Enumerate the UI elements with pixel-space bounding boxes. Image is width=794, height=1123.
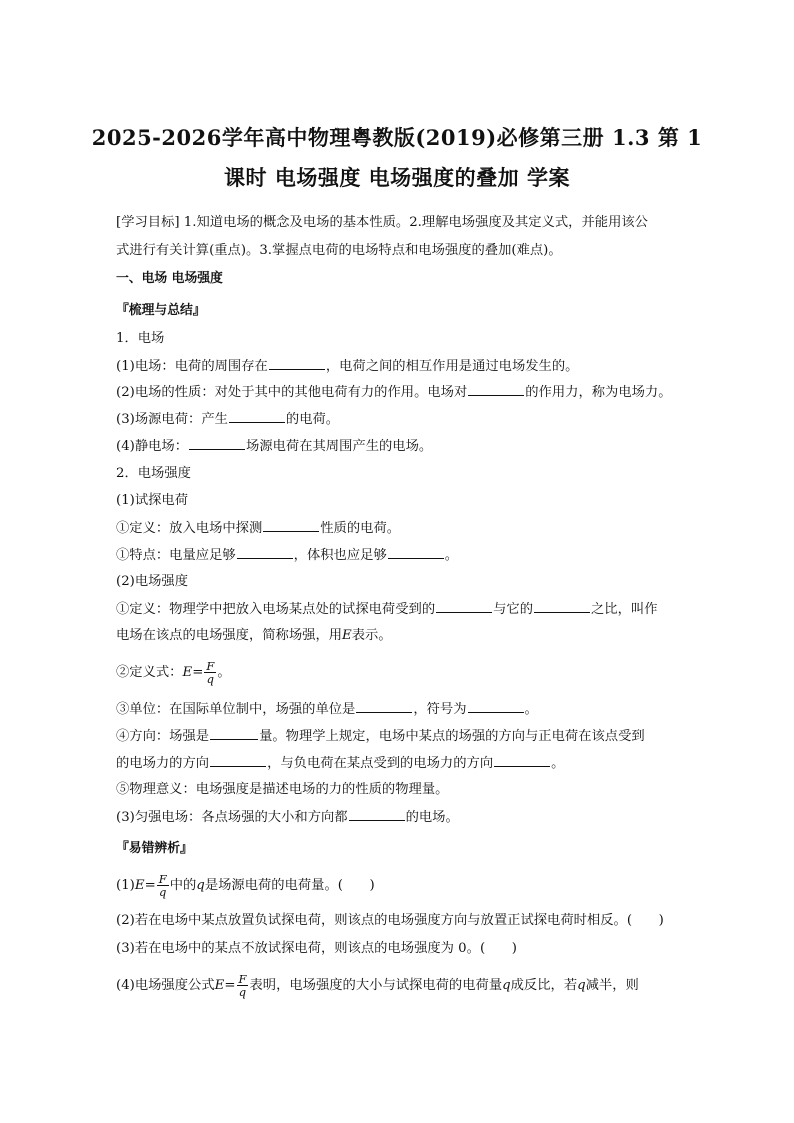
document-title-line-2: 课时 电场强度 电场强度的叠加 学案 [224,165,570,190]
direction-line-2-a: 的电场力的方向 [116,756,210,771]
error-analysis-header: 『易错辨析』 [116,841,193,856]
field-item-4 [116,437,686,456]
physical-meaning-item: ⑤物理意义：电场强度是描述电场的力的性质的物理量。 [116,782,449,797]
error-4-E: E [214,978,225,993]
formula-end: 。 [217,665,231,680]
error-4-fraction [237,973,249,998]
document-title-line-1: 2025-2026学年高中物理粤教版(2019)必修第三册 1.3 第 1 [91,125,703,150]
field-item-3-text-a: (3)场源电荷：产生 [116,412,228,427]
blank-line [237,546,293,559]
fraction-denominator: q [206,672,215,686]
error-item-1 [116,873,686,898]
test-charge-definition-a: ①定义：放入电场中探测 [116,521,263,536]
field-strength-subheading: (2)电场强度 [116,574,189,589]
error-1-prefix: (1) [116,878,135,893]
test-charge-features-a: ①特点：电量应足够 [116,548,236,563]
fraction-denominator: q [238,985,247,999]
error-1-text-b: 中的 [169,878,197,893]
field-item-2-text-a: (2)电场的性质：对处于其中的其他电荷有力的作用。电场对 [116,385,468,400]
field-item-4-text-b: 场源电荷在其周围产生的电场。 [246,439,433,454]
test-charge-features [116,546,686,565]
blank-line [189,437,245,450]
unit-text-a: ③单位：在国际单位制中，场强的单位是 [116,702,356,717]
field-item-1-text-a: (1)电场：电荷的周围存在 [116,359,268,374]
formula-equals: = [192,665,204,680]
field-item-1-text-b: ，电荷之间的相互作用是通过电场发生的。 [325,359,579,374]
direction-line-2-b: ，与负电荷在某点受到的电场力的方向 [267,756,494,771]
blank-line [210,754,266,767]
definition-formula [116,660,686,685]
blank-line [349,808,405,821]
error-1-q: q [196,878,205,893]
symbol-E: E [342,628,352,643]
blank-line [229,410,285,423]
field-item-2-text-b: 的作用力，称为电场力。 [525,385,672,400]
error-item-2: (2)若在电场中某点放置负试探电荷，则该点的电场强度方向与放置正试探电荷时相反。( ) [116,913,664,928]
review-summary-header: 『梳理与总结』 [116,303,206,318]
formula-E: E [182,665,193,680]
direction-item-line-1 [116,727,686,746]
test-charge-features-c: 。 [444,548,459,563]
unit-text-c: 。 [524,702,538,717]
error-4-text-a: (4)电场强度公式 [116,978,215,993]
definition-line-2-end: 表示。 [351,628,392,643]
blank-line [436,600,492,613]
unit-text-b: ，符号为 [413,702,467,717]
blank-line [468,383,524,396]
blank-line [356,700,412,713]
direction-text-a: ④方向：场强是 [116,729,210,744]
unit-item [116,700,686,719]
error-1-fraction [157,873,169,898]
field-item-4-text-a: (4)静电场： [116,439,189,454]
learning-objectives-line-1: [学习目标] 1.知道电场的概念及电场的基本性质。2.理解电场强度及其定义式，并能用该公 [116,215,648,230]
error-4-text-b: 表明，电场强度的大小与试探电荷的电荷量 [249,978,503,993]
field-strength-definition-line-2 [116,627,686,645]
electric-field-heading: 1．电场 [116,331,165,346]
test-charge-features-b: ，体积也应足够 [293,548,387,563]
error-item-3: (3)若在电场中的某点不放试探电荷，则该点的电场强度为 0。( ) [116,941,517,956]
section-heading: 一、电场 电场强度 [116,271,223,286]
error-1-text-c: 是场源电荷的电荷量。( ) [204,878,375,893]
fraction-numerator: F [206,659,215,673]
learning-objectives-line-2: 式进行有关计算(重点)。3.掌握点电荷的电场特点和电场强度的叠加(难点)。 [116,243,562,258]
fraction-numerator: F [158,872,167,886]
definition-text-b: 与它的 [493,602,534,617]
uniform-field-item [116,808,686,827]
fraction-denominator: q [159,885,167,899]
error-4-text-c: 成反比，若 [510,978,578,993]
field-strength-heading: 2．电场强度 [116,466,191,481]
definition-text-c: 之比，叫作 [591,602,658,617]
uniform-text-a: (3)匀强电场：各点场强的大小和方向都 [116,810,348,825]
blank-line [388,546,444,559]
blank-line [534,600,590,613]
direction-text-b: 量。物理学上规定，电场中某点的场强的方向与正电荷在该点受到 [259,729,645,744]
formula-label: ②定义式： [116,665,183,680]
error-1-E: E [134,878,145,893]
error-4-equals: = [224,978,236,993]
blank-line [269,357,325,370]
test-charge-heading: (1)试探电荷 [116,493,189,508]
field-strength-definition-line-1 [116,600,686,619]
error-4-q1: q [502,978,511,993]
blank-line [468,700,524,713]
definition-text-a: ①定义：物理学中把放入电场某点处的试探电荷受到的 [116,602,436,617]
error-4-text-d: 减半，则 [585,978,639,993]
field-item-2 [116,383,686,402]
error-1-equals: = [144,878,156,893]
direction-item-line-2 [116,754,686,773]
field-item-3-text-b: 的电荷。 [285,412,340,427]
error-item-4 [116,973,686,998]
error-4-q2: q [577,978,586,993]
direction-line-2-c: 。 [551,756,565,771]
test-charge-definition-b: 性质的电荷。 [320,521,401,536]
blank-line [263,519,319,532]
uniform-text-b: 的电场。 [405,810,459,825]
definition-line-2-text: 电场在该点的电场强度，简称场强，用 [116,628,343,643]
fraction-numerator: F [238,972,247,986]
field-item-3 [116,410,686,429]
formula-fraction [204,660,216,685]
field-item-1 [116,357,686,376]
blank-line [494,754,550,767]
blank-line [210,727,258,740]
test-charge-definition [116,519,686,538]
